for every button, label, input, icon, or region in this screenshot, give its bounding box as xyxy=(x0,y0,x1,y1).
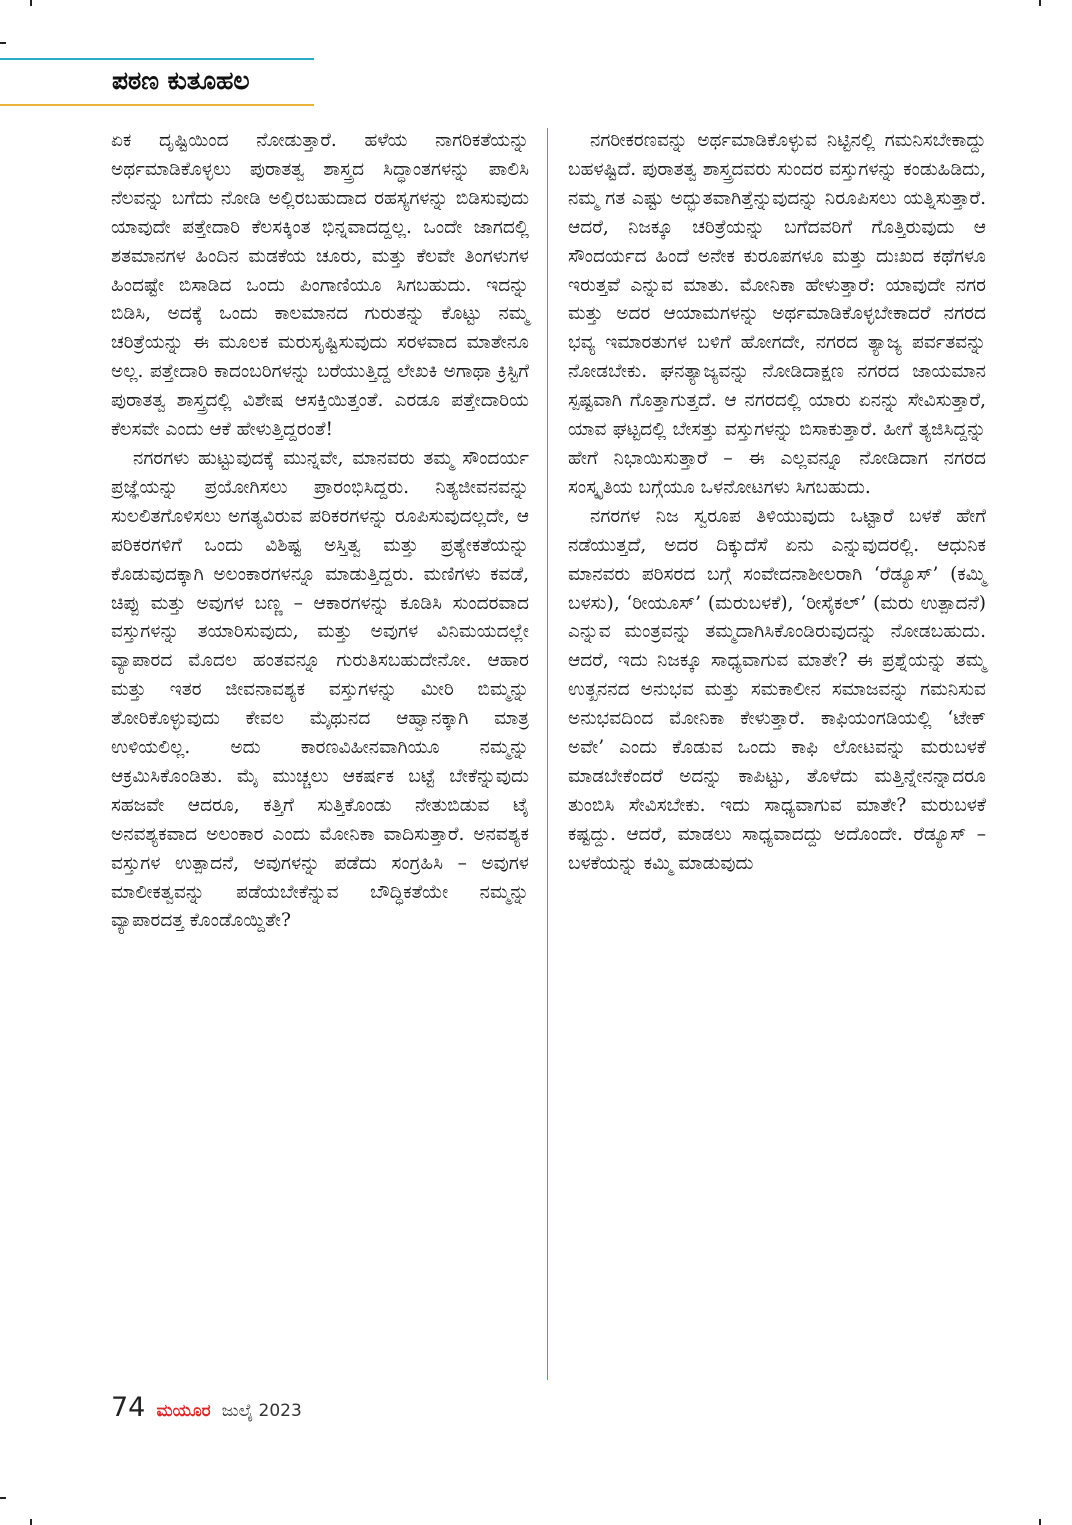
magazine-logo: ಮಯೂರ xyxy=(156,1401,211,1421)
crop-mark xyxy=(0,42,6,44)
paragraph: ನಗರಗಳ ನಿಜ ಸ್ವರೂಪ ತಿಳಿಯುವುದು ಒಟ್ಟಾರೆ ಬಳಕೆ ಹೇಗೆ ನಡೆಯುತ್ತದೆ, ಅದರ ದಿಕ್ಕುದೆಸೆ ಏನು ಎನ್ನುವುದರಲ್ಲಿ. ಆಧುನಿಕ ಮಾನವರು ಪರಿಸರದ ಬಗ್ಗೆ ಸಂವೇದನಾಶೀಲರಾಗಿ ‘ರೆಡ್ಯೂಸ್’ (ಕಮ್ಮಿ ಬಳಸು), ‘ರೀಯೂಸ್’ (ಮರುಬಳಕೆ), ‘ರೀಸೈಕಲ್’ (ಮರು ಉತ್ಪಾದನೆ) ಎನ್ನುವ ಮಂತ್ರವನ್ನು ತಮ್ಮದಾಗಿಸಿಕೊಂಡಿರುವುದನ್ನು ನೋಡಬಹುದು. ಆದರೆ, ಇದು ನಿಜಕ್ಕೂ ಸಾಧ್ಯವಾಗುವ ಮಾತೇ? ಈ ಪ್ರಶ್ನೆಯನ್ನು ತಮ್ಮ ಉತ್ಖನನದ ಅನುಭವ ಮತ್ತು ಸಮಕಾಲೀನ ಸಮಾಜವನ್ನು ಗಮನಿಸುವ ಅನುಭವದಿಂದ ಮೋನಿಕಾ ಕೇಳುತ್ತಾರೆ. ಕಾಫಿಯಂಗಡಿಯಲ್ಲಿ ‘ಟೇಕ್ ಅವೇ’ ಎಂದು ಕೊಡುವ ಒಂದು ಕಾಫಿ ಲೋಟವನ್ನು ಮರುಬಳಕೆ ಮಾಡಬೇಕೆಂದರೆ ಅದನ್ನು ಕಾಪಿಟ್ಟು, ತೊಳೆದು ಮತ್ತಿನ್ನೇನನ್ನಾದರೂ ತುಂಬಿಸಿ ಸೇವಿಸಬೇಕು. ಇದು ಸಾಧ್ಯವಾಗುವ ಮಾತೇ? ಮರುಬಳಕೆ ಕಷ್ಟದ್ದು. ಆದರೆ, ಮಾಡಲು ಸಾಧ್ಯವಾದದ್ದು ಅದೊಂದೇ. ರೆಡ್ಯೂಸ್ – ಬಳಕೆಯನ್ನು ಕಮ್ಮಿ ಮಾಡುವುದು xyxy=(568,505,986,874)
column-divider xyxy=(547,128,548,1380)
page-number: 74 xyxy=(111,1392,146,1423)
crop-mark xyxy=(0,1497,6,1499)
header-rule-top xyxy=(0,58,314,60)
right-column xyxy=(568,127,986,879)
section-title: ಪಠಣ ಕುತೂಹಲ xyxy=(112,66,250,95)
section-header xyxy=(0,58,314,108)
crop-mark xyxy=(1039,0,1041,6)
paragraph: ನಗರಗಳು ಹುಟ್ಟುವುದಕ್ಕೆ ಮುನ್ನವೇ, ಮಾನವರು ತಮ್ಮ ಸೌಂದರ್ಯ ಪ್ರಜ್ಞೆಯನ್ನು ಪ್ರಯೋಗಿಸಲು ಪ್ರಾರಂಭಿಸಿದ್ದರು. ನಿತ್ಯಜೀವನವನ್ನು ಸುಲಲಿತಗೊಳಿಸಲು ಅಗತ್ಯವಿರುವ ಪರಿಕರಗಳನ್ನು ರೂಪಿಸುವುದಲ್ಲದೇ, ಆ ಪರಿಕರಗಳಿಗೆ ಒಂದು ವಿಶಿಷ್ಟ ಅಸ್ತಿತ್ವ ಮತ್ತು ಪ್ರತ್ಯೇಕತೆಯನ್ನು ಕೊಡುವುದಕ್ಕಾಗಿ ಅಲಂಕಾರಗಳನ್ನೂ ಮಾಡುತ್ತಿದ್ದರು. ಮಣಿಗಳು ಕವಡೆ, ಚಿಪ್ಪು ಮತ್ತು ಅವುಗಳ ಬಣ್ಣ – ಆಕಾರಗಳನ್ನು ಕೂಡಿಸಿ ಸುಂದರವಾದ ವಸ್ತುಗಳನ್ನು ತಯಾರಿಸುವುದು, ಮತ್ತು ಅವುಗಳ ವಿನಿಮಯದಲ್ಲೇ ವ್ಯಾಪಾರದ ಮೊದಲ ಹಂತವನ್ನೂ ಗುರುತಿಸಬಹುದೇನೋ. ಆಹಾರ ಮತ್ತು ಇತರ ಜೀವನಾವಶ್ಯಕ ವಸ್ತುಗಳನ್ನು ಮೀರಿ ಬಿಮ್ಮನ್ನು ತೋರಿಕೊಳ್ಳುವುದು ಕೇವಲ ಮೈಥುನದ ಆಹ್ವಾನಕ್ಕಾಗಿ ಮಾತ್ರ ಉಳಿಯಲಿಲ್ಲ. ಅದು ಕಾರಣವಿಹೀನವಾಗಿಯೂ ನಮ್ಮನ್ನು ಆಕ್ರಮಿಸಿಕೊಂಡಿತು. ಮೈ ಮುಚ್ಚಲು ಆಕರ್ಷಕ ಬಟ್ಟೆ ಬೇಕೆನ್ನುವುದು ಸಹಜವೇ ಆದರೂ, ಕತ್ತಿಗೆ ಸುತ್ತಿಕೊಂಡು ನೇತುಬಿಡುವ ಟೈ ಅನವಶ್ಯಕವಾದ ಅಲಂಕಾರ ಎಂದು ಮೋನಿಕಾ ವಾದಿಸುತ್ತಾರೆ. ಅನವಶ್ಯಕ ವಸ್ತುಗಳ ಉತ್ಪಾದನೆ, ಅವುಗಳನ್ನು ಪಡೆದು ಸಂಗ್ರಹಿಸಿ – ಅವುಗಳ ಮಾಲೀಕತ್ವವನ್ನು ಪಡೆಯಬೇಕೆನ್ನುವ ಬೌದ್ಧಿಕತೆಯೇ ನಮ್ಮನ್ನು ವ್ಯಾಪಾರದತ್ತ ಕೊಂಡೊಯ್ದಿತೇ? xyxy=(111,447,529,932)
paragraph: ಏಕ ದೃಷ್ಟಿಯಿಂದ ನೋಡುತ್ತಾರೆ. ಹಳೆಯ ನಾಗರಿಕತೆಯನ್ನು ಅರ್ಥಮಾಡಿಕೊಳ್ಳಲು ಪುರಾತತ್ವ ಶಾಸ್ತ್ರದ ಸಿದ್ಧಾಂತಗಳನ್ನು ಪಾಲಿಸಿ ನೆಲವನ್ನು ಬಗೆದು ನೋಡಿ ಅಲ್ಲಿರಬಹುದಾದ ರಹಸ್ಯಗಳನ್ನು ಬಿಡಿಸುವುದು ಯಾವುದೇ ಪತ್ತೇದಾರಿ ಕೆಲಸಕ್ಕಿಂತ ಭಿನ್ನವಾದದ್ದಲ್ಲ. ಒಂದೇ ಜಾಗದಲ್ಲಿ ಶತಮಾನಗಳ ಹಿಂದಿನ ಮಡಕೆಯ ಚೂರು, ಮತ್ತು ಕೆಲವೇ ತಿಂಗಳುಗಳ ಹಿಂದಷ್ಟೇ ಬಿಸಾಡಿದ ಒಂದು ಪಿಂಗಾಣಿಯೂ ಸಿಗಬಹುದು. ಇದನ್ನು ಬಿಡಿಸಿ, ಅದಕ್ಕೆ ಒಂದು ಕಾಲಮಾನದ ಗುರುತನ್ನು ಕೊಟ್ಟು ನಮ್ಮ ಚರಿತ್ರೆಯನ್ನು ಈ ಮೂಲಕ ಮರುಸೃಷ್ಟಿಸುವುದು ಸರಳವಾದ ಮಾತೇನೂ ಅಲ್ಲ. ಪತ್ತೇದಾರಿ ಕಾದಂಬರಿಗಳನ್ನು ಬರೆಯುತ್ತಿದ್ದ ಲೇಖಕಿ ಅಗಾಥಾ ಕ್ರಿಸ್ಟಿಗೆ ಪುರಾತತ್ವ ಶಾಸ್ತ್ರದಲ್ಲಿ ವಿಶೇಷ ಆಸಕ್ತಿಯಿತ್ತಂತೆ. ಎರಡೂ ಪತ್ತೇದಾರಿಯ ಕೆಲಸವೇ ಎಂದು ಆಕೆ ಹೇಳುತ್ತಿದ್ದರಂತೆ! xyxy=(111,130,529,441)
issue-date: ಜುಲೈ 2023 xyxy=(221,1401,302,1421)
page-footer xyxy=(111,1392,302,1432)
crop-mark xyxy=(1039,1519,1041,1525)
crop-mark xyxy=(30,0,32,6)
paragraph: ನಗರೀಕರಣವನ್ನು ಅರ್ಥಮಾಡಿಕೊಳ್ಳುವ ನಿಟ್ಟಿನಲ್ಲಿ ಗಮನಿಸಬೇಕಾದ್ದು ಬಹಳಷ್ಟಿದೆ. ಪುರಾತತ್ವ ಶಾಸ್ತ್ರದವರು ಸುಂದರ ವಸ್ತುಗಳನ್ನು ಕಂಡುಹಿಡಿದು, ನಮ್ಮ ಗತ ಎಷ್ಟು ಅದ್ಭುತವಾಗಿತ್ತೆನ್ನುವುದನ್ನು ನಿರೂಪಿಸಲು ಯತ್ನಿಸುತ್ತಾರೆ. ಆದರೆ, ನಿಜಕ್ಕೂ ಚರಿತ್ರೆಯನ್ನು ಬಗೆದವರಿಗೆ ಗೊತ್ತಿರುವುದು ಆ ಸೌಂದರ್ಯದ ಹಿಂದೆ ಅನೇಕ ಕುರೂಪಗಳೂ ಮತ್ತು ದುಃಖದ ಕಥೆಗಳೂ ಇರುತ್ತವೆ ಎನ್ನುವ ಮಾತು. ಮೋನಿಕಾ ಹೇಳುತ್ತಾರೆ: ಯಾವುದೇ ನಗರ ಮತ್ತು ಅದರ ಆಯಾಮಗಳನ್ನು ಅರ್ಥಮಾಡಿಕೊಳ್ಳಬೇಕಾದರೆ ನಗರದ ಭವ್ಯ ಇಮಾರತುಗಳ ಬಳಿಗೆ ಹೋಗದೇ, ನಗರದ ತ್ಯಾಜ್ಯ ಪರ್ವತವನ್ನು ನೋಡಬೇಕು. ಘನತ್ಯಾಜ್ಯವನ್ನು ನೋಡಿದಾಕ್ಷಣ ನಗರದ ಜಾಯಮಾನ ಸ್ಪಷ್ಟವಾಗಿ ಗೊತ್ತಾಗುತ್ತದೆ. ಆ ನಗರದಲ್ಲಿ ಯಾರು ಏನನ್ನು ಸೇವಿಸುತ್ತಾರೆ, ಯಾವ ಘಟ್ಟದಲ್ಲಿ ಬೇಸತ್ತು ವಸ್ತುಗಳನ್ನು ಬಿಸಾಕುತ್ತಾರೆ. ಹೀಗೆ ತ್ಯಜಿಸಿದ್ದನ್ನು ಹೇಗೆ ನಿಭಾಯಿಸುತ್ತಾರೆ – ಈ ಎಲ್ಲವನ್ನೂ ನೋಡಿದಾಗ ನಗರದ ಸಂಸ್ಕೃತಿಯ ಬಗ್ಗೆಯೂ ಒಳನೋಟಗಳು ಸಿಗಬಹುದು. xyxy=(568,130,986,498)
header-rule-bottom xyxy=(0,104,314,106)
left-column xyxy=(111,127,529,936)
crop-mark xyxy=(30,1519,32,1525)
